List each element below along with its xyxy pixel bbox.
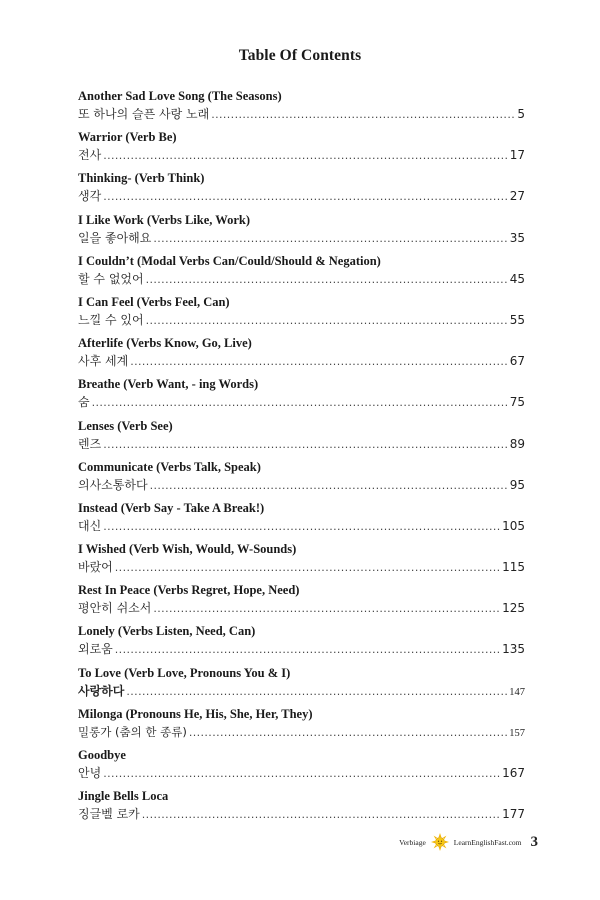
dot-leader (150, 477, 508, 494)
entry-page-number: 177 (502, 807, 525, 822)
page-footer (399, 833, 538, 851)
entry-title-ko: 안녕 (78, 766, 102, 780)
toc-entry[interactable] (78, 623, 525, 664)
entry-title-ko: 생각 (78, 189, 102, 204)
entry-title-en: I Wished (Verb Wish, Would, W-Sounds) (78, 542, 297, 557)
entry-page-number: 95 (509, 477, 525, 492)
toc-entry[interactable] (78, 459, 525, 500)
brand-text-website: LearnEnglishFast.com (453, 837, 522, 847)
dot-leader (142, 806, 500, 823)
dot-leader (211, 106, 515, 123)
entry-title-ko: 외로움 (78, 642, 113, 657)
toc-entry[interactable] (78, 129, 525, 170)
entry-title-en: Lonely (Verbs Listen, Need, Can) (78, 624, 256, 639)
dot-leader (153, 600, 500, 617)
entry-page-number: 17 (509, 148, 525, 163)
toc-entry[interactable] (78, 788, 525, 829)
entry-title-ko: 대신 (78, 518, 102, 533)
table-of-contents (78, 88, 525, 829)
entry-title-en: I Couldn’t (Modal Verbs Can/Could/Should & Negation) (78, 253, 381, 268)
entry-page-number: 5 (517, 107, 525, 121)
dot-leader (130, 353, 508, 370)
dot-leader (146, 312, 508, 329)
entry-page-number: 147 (509, 686, 525, 698)
toc-entry[interactable] (78, 418, 525, 459)
toc-entry[interactable] (78, 582, 525, 623)
dot-leader (146, 271, 508, 288)
dot-leader (103, 765, 500, 782)
entry-page-number: 55 (509, 312, 525, 327)
entry-page-number: 135 (502, 642, 525, 657)
toc-entry[interactable] (78, 253, 525, 294)
dot-leader (189, 724, 507, 741)
entry-title-ko: 숨 (78, 395, 90, 410)
entry-page-number: 115 (502, 560, 525, 575)
brand-text-verbiage: Verbiage (399, 837, 426, 847)
dot-leader (115, 641, 500, 658)
entry-title-ko: 일을 좋아해요 (78, 230, 152, 245)
entry-title-en: Jingle Bells Loca (78, 789, 169, 804)
dot-leader (103, 188, 508, 205)
entry-title-ko: 의사소통하다 (78, 477, 148, 492)
entry-title-en: Milonga (Pronouns He, His, She, Her, They) (78, 706, 313, 721)
entry-page-number: 105 (502, 518, 525, 533)
toc-entry[interactable] (78, 170, 525, 211)
dot-leader (92, 394, 508, 411)
entry-title-ko: 전사 (78, 148, 102, 163)
entry-title-ko: 징글벨 로카 (78, 807, 140, 822)
entry-title-en: Communicate (Verbs Talk, Speak) (78, 459, 261, 474)
entry-title-ko: 느낄 수 있어 (78, 312, 144, 327)
sun-logo-icon (431, 833, 449, 851)
toc-entry[interactable] (78, 665, 525, 706)
entry-title-en: Instead (Verb Say - Take A Break!) (78, 500, 265, 515)
toc-entry[interactable] (78, 294, 525, 335)
page-title: Table Of Contents (238, 47, 362, 64)
entry-title-en: Breathe (Verb Want, - ing Words) (78, 377, 259, 392)
dot-leader (103, 436, 508, 453)
entry-title-ko: 평안히 쉬소서 (78, 601, 152, 616)
entry-title-ko: 렌즈 (78, 436, 102, 451)
dot-leader (153, 230, 507, 247)
entry-title-en: Afterlife (Verbs Know, Go, Live) (78, 336, 252, 351)
entry-title-ko: 사후 세계 (78, 354, 129, 369)
toc-entry[interactable] (78, 88, 525, 129)
toc-entry[interactable] (78, 335, 525, 376)
dot-leader (103, 518, 500, 535)
entry-title-en: Thinking- (Verb Think) (78, 171, 205, 186)
entry-page-number: 67 (509, 354, 525, 369)
entry-title-en: Goodbye (78, 748, 126, 762)
entry-title-en: Warrior (Verb Be) (78, 130, 177, 145)
entry-title-en: Another Sad Love Song (The Seasons) (78, 89, 282, 103)
toc-entry[interactable] (78, 376, 525, 417)
entry-title-ko: 사랑하다 (78, 683, 125, 698)
entry-title-en: I Like Work (Verbs Like, Work) (78, 212, 251, 227)
entry-title-ko: 또 하나의 슬픈 사랑 노래 (78, 107, 210, 121)
toc-entry[interactable] (78, 212, 525, 253)
entry-page-number: 45 (509, 271, 525, 286)
entry-title-en: Rest In Peace (Verbs Regret, Hope, Need) (78, 583, 300, 598)
entry-page-number: 89 (509, 436, 525, 451)
entry-page-number: 167 (502, 766, 525, 780)
dot-leader (103, 147, 508, 164)
entry-title-ko: 바랐어 (78, 560, 113, 575)
dot-leader (115, 559, 500, 576)
dot-leader (126, 683, 507, 700)
toc-entry[interactable] (78, 500, 525, 541)
toc-entry[interactable] (78, 747, 525, 788)
entry-title-en: Lenses (Verb See) (78, 418, 173, 433)
page-number: 3 (530, 833, 538, 850)
entry-page-number: 157 (509, 727, 525, 739)
entry-page-number: 125 (502, 601, 525, 616)
entry-title-ko: 할 수 없었어 (78, 271, 144, 286)
entry-page-number: 27 (509, 189, 525, 204)
toc-entry[interactable] (78, 541, 525, 582)
entry-title-en: I Can Feel (Verbs Feel, Can) (78, 294, 230, 309)
entry-title-en: To Love (Verb Love, Pronouns You & I) (78, 665, 291, 680)
entry-page-number: 75 (509, 395, 525, 410)
entry-page-number: 35 (509, 230, 525, 245)
entry-title-ko: 밀롱가 (춤의 한 종류) (78, 724, 187, 739)
toc-entry[interactable] (78, 706, 525, 747)
